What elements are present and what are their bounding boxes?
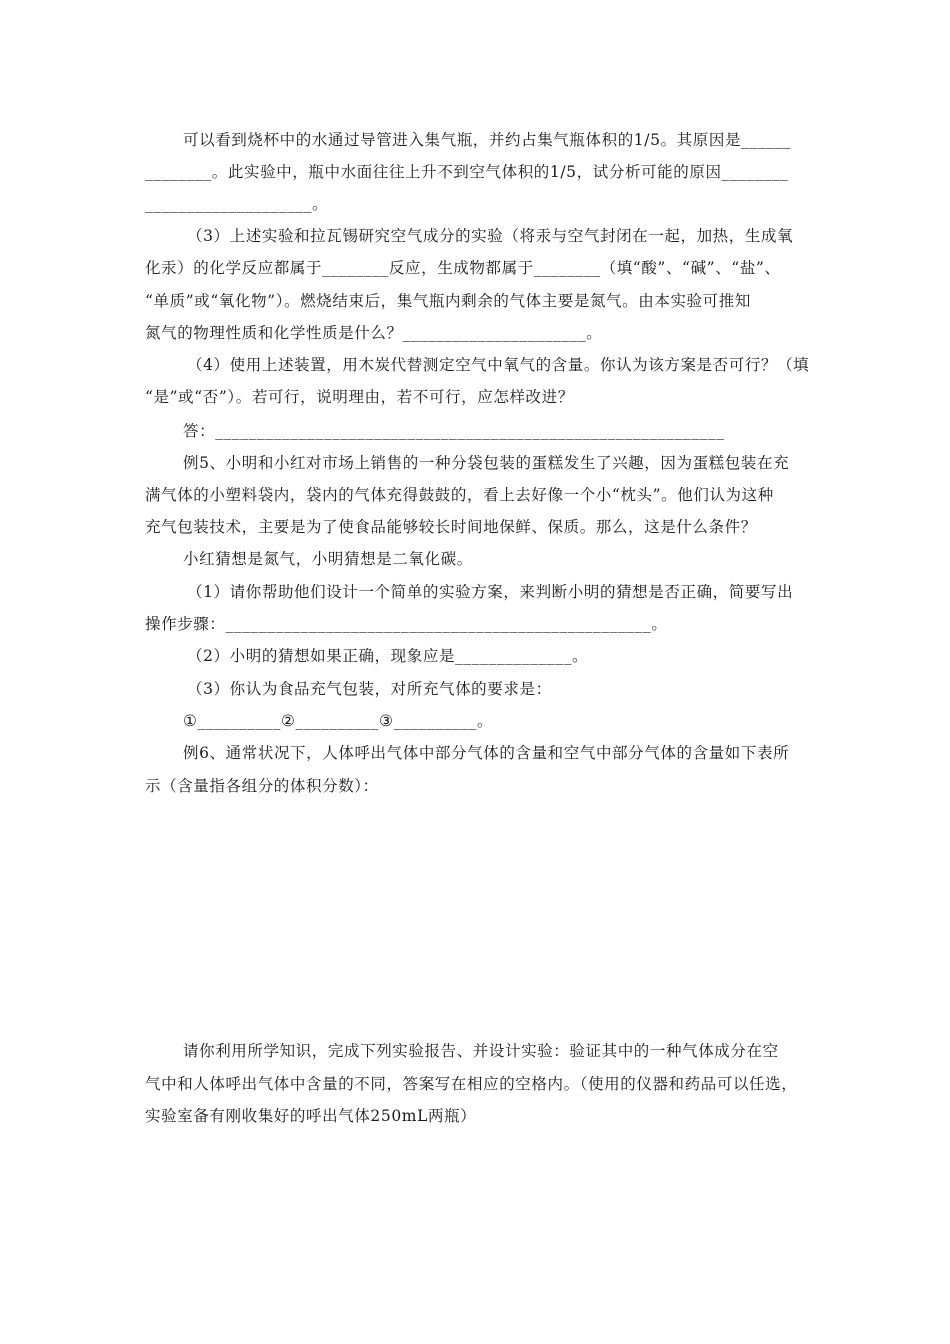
text-line: 氮气的物理性质和化学性质是什么？______________________。 (145, 324, 603, 342)
answer-line: 答：_____________________________________________________________ (183, 422, 725, 440)
text-line: （4）使用上述装置，用木炭代替测定空气中氧气的含量。你认为该方案是否可行？（填 (187, 356, 810, 374)
text-line: 示（含量指各组分的体积分数）： (145, 777, 379, 795)
text-line: “是”或“否”）。若可行，说明理由，若不可行，应怎样改进？ (145, 388, 574, 406)
text-line: （1）请你帮助他们设计一个简单的实验方案，来判断小明的猜想是否正确，简要写出 (187, 583, 794, 601)
text-line: ____________________。 (145, 195, 329, 213)
text-line: “单质”或“氧化物”）。燃烧结束后，集气瓶内剩余的气体主要是氮气。由本实验可推知 (145, 292, 751, 310)
text-line: 可以看到烧杯中的水通过导管进入集气瓶，并约占集气瓶体积的1/5。其原因是______ (183, 131, 792, 149)
text-line: （2）小明的猜想如果正确，现象应是______________。 (187, 647, 589, 665)
text-line: 满气体的小塑料袋内，袋内的气体充得鼓鼓的，看上去好像一个小“枕头”。他们认为这种 (145, 486, 774, 504)
text-line: 小红猜想是氮气，小明猜想是二氧化碳。 (183, 550, 473, 568)
text-line: ①__________②__________③__________。 (183, 712, 494, 730)
text-line: 实验室备有刚收集好的呼出气体250mL两瓶） (145, 1107, 477, 1125)
text-line: 气中和人体呼出气体中含量的不同，答案写在相应的空格内。（使用的仪器和药品可以任选， (145, 1075, 798, 1093)
text-line: ________。此实验中，瓶中水面往往上升不到空气体积的1/5，试分析可能的原因________ (145, 163, 789, 181)
text-line: 操作步骤：___________________________________________________。 (145, 615, 668, 633)
text-line: 充气包装技术，主要是为了使食品能够较长时间地保鲜、保质。那么，这是什么条件？ (145, 518, 757, 536)
text-line: 例5、小明和小红对市场上销售的一种分袋包装的蛋糕发生了兴趣，因为蛋糕包装在充 (183, 454, 790, 472)
text-line: 请你利用所学知识，完成下列实验报告、并设计实验：验证其中的一种气体成分在空 (183, 1042, 779, 1060)
text-line: （3）你认为食品充气包装，对所充气体的要求是： (187, 680, 552, 698)
text-line: 化汞）的化学反应都属于________反应，生成物都属于________（填“酸”、“碱”、“盐”、 (145, 259, 781, 277)
text-line: （3）上述实验和拉瓦锡研究空气成分的实验（将汞与空气封闭在一起，加热，生成氧 (187, 227, 794, 245)
text-line: 例6、通常状况下，人体呼出气体中部分气体的含量和空气中部分气体的含量如下表所 (183, 744, 790, 762)
